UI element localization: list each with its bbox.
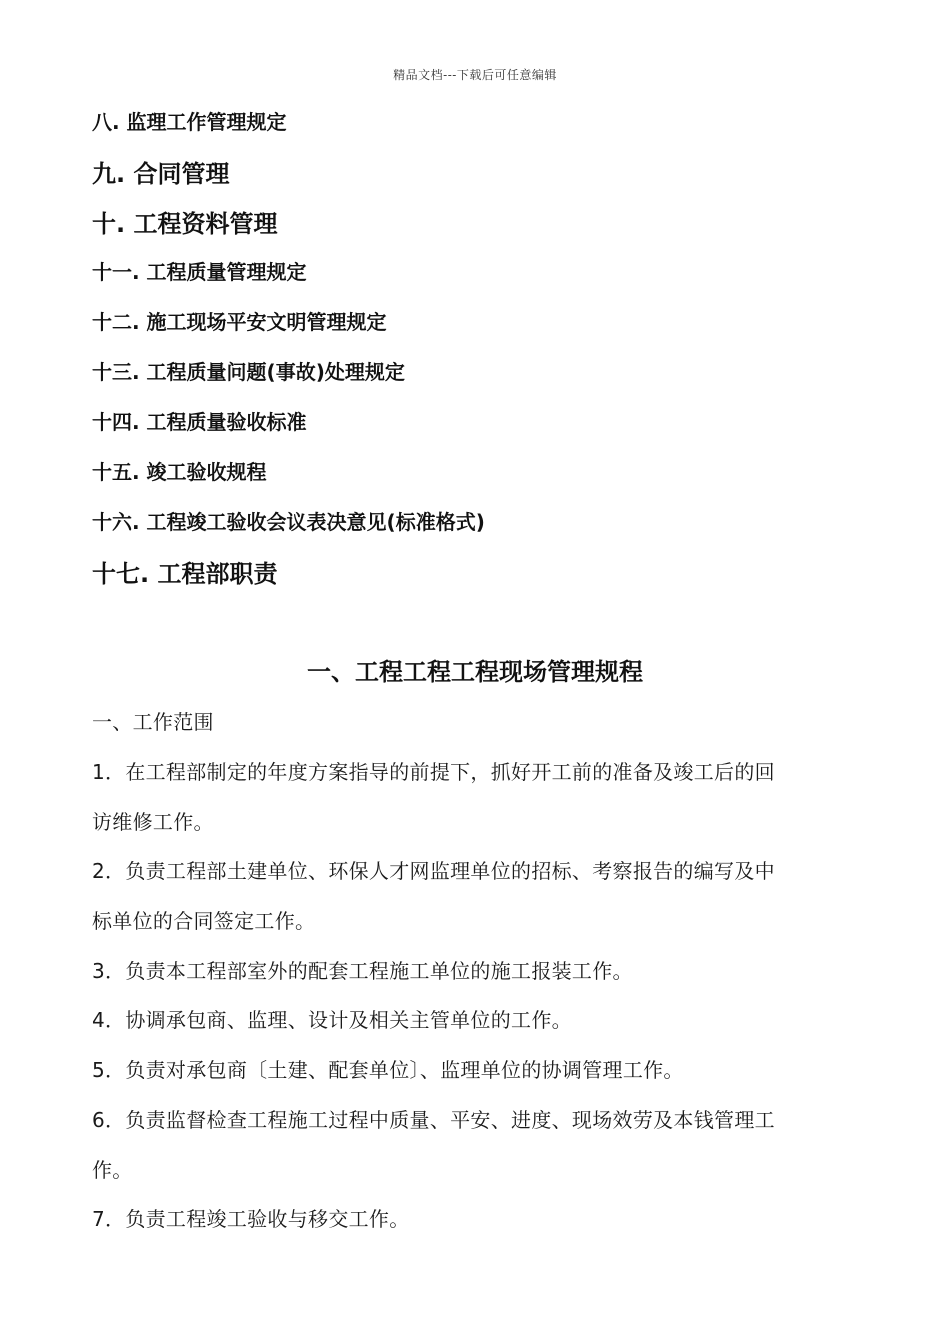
- paragraph-line: 标单位的合同签定工作。: [92, 909, 316, 933]
- section-title: 一、工程工程工程现场管理规程: [307, 658, 643, 686]
- toc-item: 九. 合同管理: [92, 160, 230, 188]
- toc-item: 八. 监理工作管理规定: [92, 110, 287, 134]
- toc-item: 十五. 竣工验收规程: [92, 460, 267, 484]
- paragraph-line: 访维修工作。: [92, 810, 214, 834]
- paragraph-line: 7．负责工程竣工验收与移交工作。: [92, 1207, 410, 1231]
- paragraph-line: 2．负责工程部土建单位、环保人才网监理单位的招标、考察报告的编写及中: [92, 859, 775, 883]
- toc-item: 十七. 工程部职责: [92, 560, 278, 588]
- page-header: 精品文档---下载后可任意编辑: [393, 68, 557, 82]
- section-subtitle: 一、工作范围: [92, 710, 214, 734]
- toc-item: 十二. 施工现场平安文明管理规定: [92, 310, 387, 334]
- toc-item: 十四. 工程质量验收标准: [92, 410, 307, 434]
- toc-item: 十六. 工程竣工验收会议表决意见(标准格式): [92, 510, 485, 534]
- paragraph-line: 1．在工程部制定的年度方案指导的前提下，抓好开工前的准备及竣工后的回: [92, 760, 775, 784]
- paragraph-line: 4．协调承包商、监理、设计及相关主管单位的工作。: [92, 1008, 572, 1032]
- toc-item: 十. 工程资料管理: [92, 210, 278, 238]
- toc-item: 十三. 工程质量问题(事故)处理规定: [92, 360, 405, 384]
- toc-item: 十一. 工程质量管理规定: [92, 260, 307, 284]
- paragraph-line: 作。: [92, 1158, 133, 1182]
- paragraph-line: 6．负责监督检查工程施工过程中质量、平安、进度、现场效劳及本钱管理工: [92, 1108, 775, 1132]
- paragraph-line: 3．负责本工程部室外的配套工程施工单位的施工报装工作。: [92, 959, 633, 983]
- paragraph-line: 5．负责对承包商〔土建、配套单位〕、监理单位的协调管理工作。: [92, 1058, 684, 1082]
